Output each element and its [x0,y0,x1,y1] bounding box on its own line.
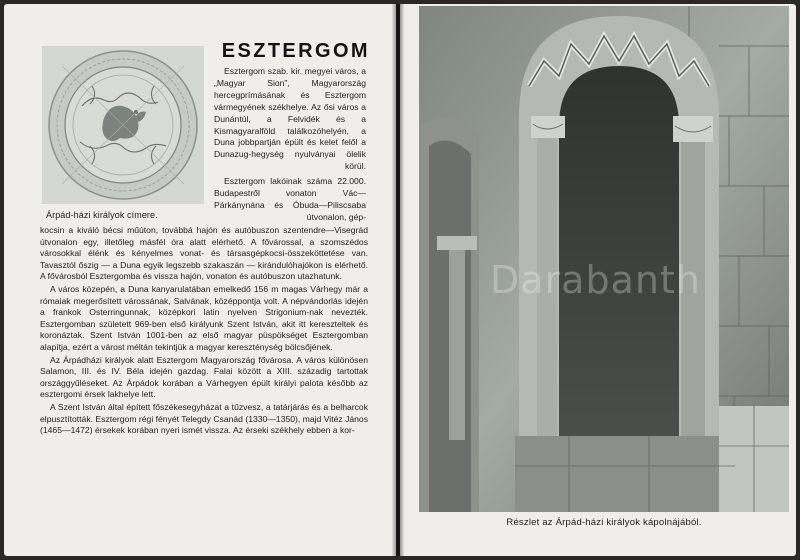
population-paragraph-start: Esztergom lakóinak száma 22.000. Budapestről vonaton Vác—Párkánynána és Óbuda—Piliscsaba útvonalon, gép- [214,176,366,222]
coat-of-arms-drawing [42,46,204,204]
coat-of-arms-plate-image [42,46,204,204]
intro-column [214,66,366,224]
page-title: ESZTERGOM [221,40,370,62]
body-paragraph: Az Árpádházi királyok alatt Esztergom Magyarország fővárosa. A város különösen Salamon, III. és IV. Béla idején gazdag. Falai között a XIII. századig tartottak országgyűléseket. Az Árpádok korában a Várhegyen épült királyi palota később az esztergomi érsek lakhelye lett. [40,354,368,400]
body-text [40,225,368,438]
intro-paragraph: Esztergom szab. kir. megyei város, a „Magyar Sion", Magyarország hercegprímásának és Esztergom vármegyének székhelye. Az ősi város a Dunántúl, a Felvidék és a Kismagyaralföld találkozóhelyén, a Duna jobbpartján épült és kelet felől a Dunazug-hegység nyulványai ölelik körül. [214,66,366,172]
body-paragraph: A város közepén, a Duna kanyarulatában emelkedő 156 m magas Várhegy már a rómaiak megerősített várossának, Salvának, középpontja volt. A népvándorlás idején a frankok Osterringunnak, középkori latin nyelven Strigonium-nak nevezték. Esztergomban született 969-ben első királyunk Szent István, akit itt kereszteltek és koronáztak. Szent István 1001-ben az első magyar püspökséget Esztergomban alapítja, ezért a várost méltán tekintjük a magyar kereszténység bölcsőjének. [40,283,368,352]
body-paragraph: kocsin a kiváló bécsi műúton, továbbá hajón és autóbuszon szentendre—Visegrád útvonalon egy, illetőleg másfél óra alatt elérhető. A fővárossal, a szomszédos városokkal élénk és kényelmes vonat- és társasgépkocsi-összeköttetése van. Tavasztól őszig — a Duna egyik legszebb szakaszán — kirándulóhajókon is elérhető. A fővárosból Esztergomba és vissza hajón, vonaton és autóbuszon utazhatunk. [40,225,368,282]
watermark-text: Darabanth [490,258,701,302]
book-gutter [392,4,404,556]
photo-caption: Részlet az Árpád-házi királyok kápolnájából. [506,517,702,528]
emblem-caption: Árpád-házi királyok címere. [46,210,158,220]
body-paragraph: A Szent István által épített főszékesegyházat a tűzvesz, a tatárjárás és a belharcok elpusztították. Esztergom régi fényét Telegdy Csanád (1330—1350), majd Vitéz János (1465—1472) érsekek korában nyeri ismét vissza. Az érseki székhely ebben a kor- [40,401,368,436]
